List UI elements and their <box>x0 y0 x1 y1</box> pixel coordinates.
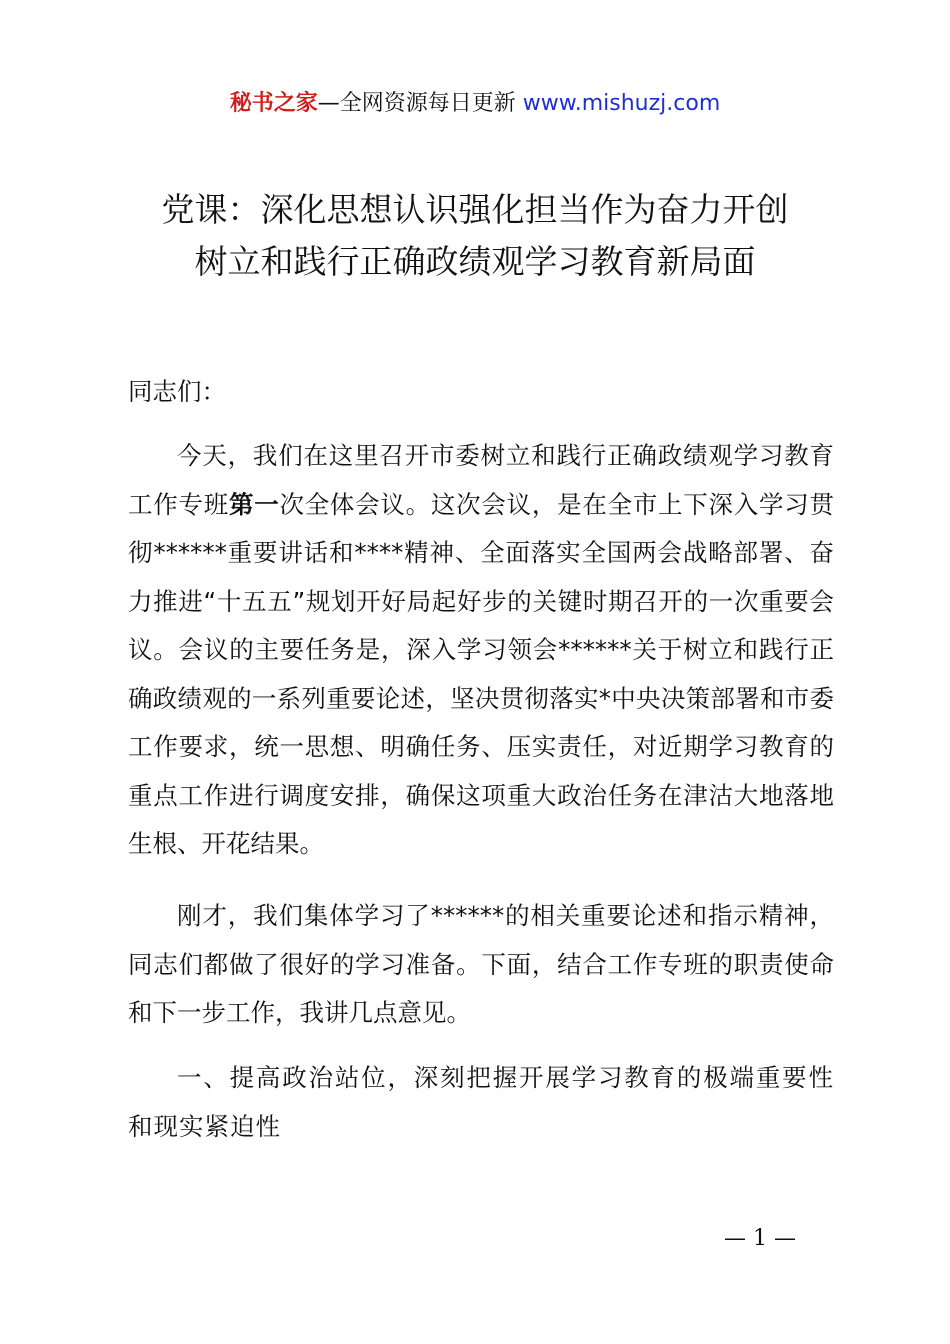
title-line-1: 党课：深化思想认识强化担当作为奋力开创 <box>161 190 789 229</box>
header-tagline: —全网资源每日更新 <box>317 91 523 116</box>
page-number: — 1 — <box>724 1226 796 1251</box>
section-1-heading: 一、提高政治站位，深刻把握开展学习教育的极端重要性和现实紧迫性 <box>128 1063 834 1141</box>
paragraph-1 <box>128 432 834 869</box>
paragraph-2: 刚才，我们集体学习了******的相关重要论述和指示精神，同志们都做了很好的学习准备。下面，结合工作专班的职责使命和下一步工作，我讲几点意见。 <box>128 901 834 1027</box>
salutation: 同志们： <box>128 377 226 406</box>
paragraph-1-text-a: 今天，我们在这里召开市委树立和践行正确政绩观学习教育工作专班 <box>128 441 834 519</box>
paragraph-1-bold-text: 第一 <box>228 489 280 519</box>
site-header <box>0 88 950 120</box>
document-title <box>60 184 890 288</box>
title-line-2: 树立和践行正确政绩观学习教育新局面 <box>194 242 756 281</box>
paragraph-1-text-b: 次全体会议。这次会议，是在全市上下深入学习贯彻******重要讲话和****精神、全面落实全国两会战略部署、奋力推进“十五五”规划开好局起好步的关键时期召开的一次重要会议。会议的主要任务是，深入学习领会******关于树立和践行正确政绩观的一系列重要论述，坚决贯彻落实*中央决策部署和市委工作要求，统一思想、明确任务、压实责任，对近期学习教育的重点工作进行调度安排，确保这项重大政治任务在津沽大地落地生根、开花结果。 <box>128 489 835 858</box>
site-url-link[interactable]: www.mishuzj.com <box>522 91 721 116</box>
brand-name: 秘书之家 <box>229 91 318 116</box>
